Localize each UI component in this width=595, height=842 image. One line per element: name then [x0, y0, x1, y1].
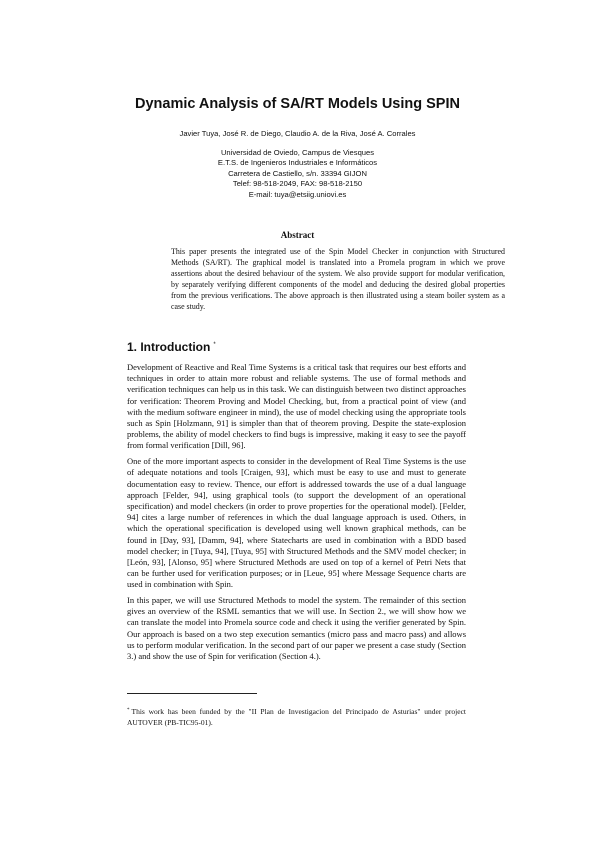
footnote: [127, 706, 466, 728]
body-paragraph: One of the more important aspects to consider in the development of Real Time Systems is the use of adequate notations and tools [Craigen, 93], which must be easy to use and must to generate documentation easy to review. Thence, our effort is addressed towards the use of a dual language approach [Felder, 94], using graphical tools (to support the development of an operational specification) and model checkers (in order to prove properties for the operational model). [Felder, 94] cites a large number of references in which the dual language approach is used. Others, in which the operational specification is developed using well known graphical methods, can be found in [Day, 93], [Damm, 94], where Statecharts are used in combination with a BDD based model checker; in [Tuya, 94], [Tuya, 95] with Structured Methods and the SMV model checker; in [León, 93], [Alonso, 95] where Structured Methods are used on top of a kernel of Petri Nets that can be further used for verification purposes; or in [Leue, 95] where Message Sequence charts are used in combination with Spin.: [127, 456, 466, 590]
affiliation-block: [0, 148, 595, 200]
body-paragraph: In this paper, we will use Structured Methods to model the system. The remainder of this section gives an overview of the RSML semantics that we will use. In Section 2., we will show how we can translate the model into Promela source code and check it using the verifier generated by Spin. Our approach is based on a two step execution semantics (micro pass and macro pass) and allows us to perform modular verification. In the second part of our paper we present a case study (Section 3.) and show the use of Spin for verification (Section 4.).: [127, 595, 466, 662]
affiliation-line: Telef: 98-518-2049, FAX: 98-518-2150: [232, 179, 363, 189]
section-heading: [127, 340, 216, 354]
affiliation-line: E.T.S. de Ingenieros Industriales e Informáticos: [217, 158, 378, 168]
abstract-text: This paper presents the integrated use of the Spin Model Checker in conjunction with Structured Methods (SA/RT). The graphical model is translated into a Promela program in which we prove assertions about the desired behaviour of the system. We also provide support for modular verification, by separately verifying different components of the model and deducing the desired global properties from the previous verifications. The above approach is then illustrated using a steam boiler system as a case study.: [171, 247, 505, 311]
footnote-rule: [127, 693, 257, 694]
author-list: Javier Tuya, José R. de Diego, Claudio A. de la Riva, José A. Corrales: [179, 129, 416, 138]
affiliation-line: Universidad de Oviedo, Campus de Viesques: [220, 148, 375, 157]
paper-title: Dynamic Analysis of SA/RT Models Using SPIN: [135, 96, 460, 112]
footnote-mark: *: [127, 708, 130, 713]
section-footnote-mark: *: [213, 342, 216, 348]
section-body: [127, 362, 466, 667]
affiliation-line: Carretera de Castiello, s/n. 33394 GIJON: [228, 168, 367, 178]
body-paragraph: Development of Reactive and Real Time Systems is a critical task that requires our best efforts and techniques in order to attain more robust and reliable systems. The use of formal methods and verification techniques can help us in this task. We can distinguish between two distinct approaches for verification: Theorem Proving and Model Checking, but, from a practical point of view (and with the medium software engineer in mind), the use of model checking using the appropriate tools such as Spin [Holzmann, 91] is simpler than that of theorem proving. Despite the state-explosion problems, the ability of model checkers to find bugs is impressive, making it easy to see the payoff from formal verification [Dill, 96].: [127, 362, 466, 451]
affiliation-email: E-mail: tuya@etsiig.uniovi.es: [248, 189, 347, 199]
abstract-heading: Abstract: [280, 230, 315, 240]
section-heading-text: 1. Introduction: [127, 340, 211, 354]
footnote-text: This work has been funded by the "II Plan de Investigacion del Principado de Asturias" under project AUTOVER (PB-TIC95-01).: [127, 707, 466, 727]
